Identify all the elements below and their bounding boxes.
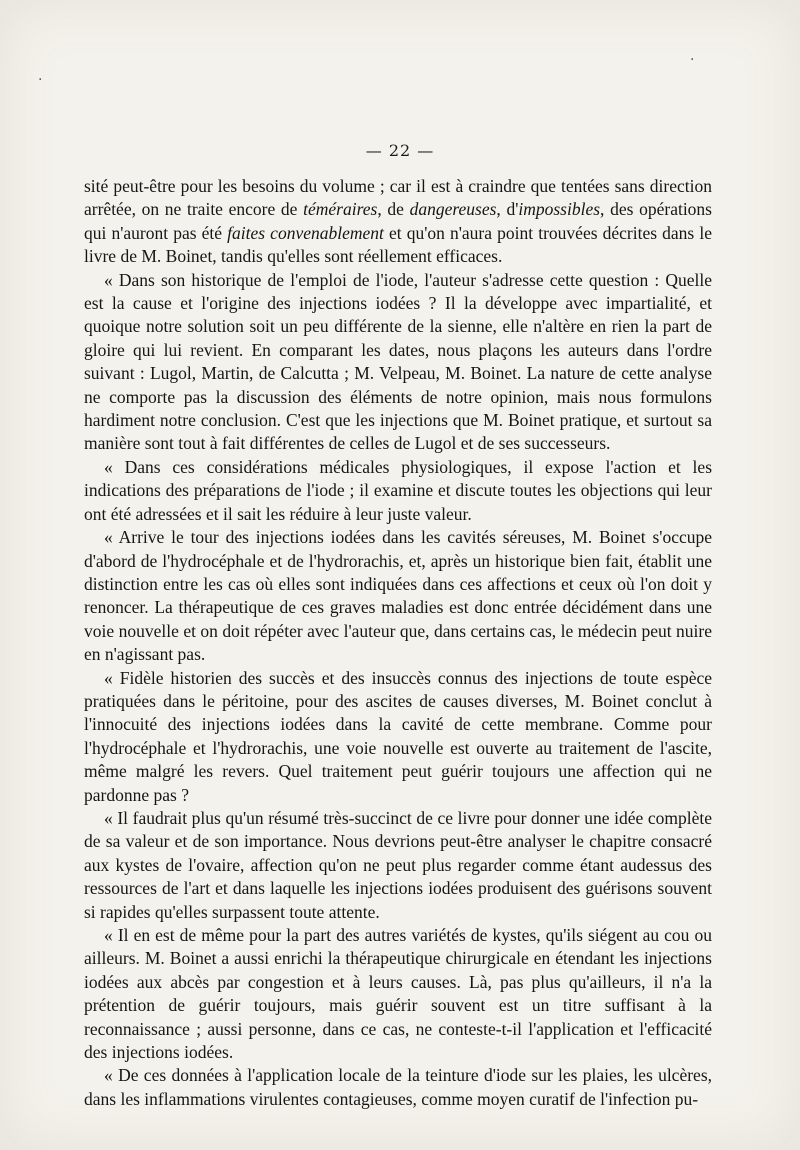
italic-term: dangereuses bbox=[409, 199, 497, 220]
text-run: , de bbox=[377, 199, 410, 220]
paragraph bbox=[84, 924, 712, 1064]
italic-term: téméraires bbox=[303, 199, 378, 220]
text-run: et qu'on n'aura point trouvées décrites dans le livre de M. Boinet, tandis qu'elles sont réellement efficaces. bbox=[84, 222, 712, 267]
text-run: « Il faudrait plus qu'un résumé très-succinct de ce livre pour donner une idée complète de sa valeur et de son importance. Nous devrions peut-être analyser le chapitre consacré aux kystes de l'ovaire, affection qu'on ne peut plus regarder comme étant audessus des ressources de l'art et dans laquelle les injections iodées produisent des guérisons souvent si rapides qu'elles surpassent toute attente. bbox=[84, 807, 712, 922]
paragraph bbox=[84, 667, 712, 807]
scan-speck: · bbox=[38, 72, 43, 88]
paragraph bbox=[84, 526, 712, 666]
italic-term: faites convenablement bbox=[227, 222, 384, 243]
paragraph bbox=[84, 807, 712, 924]
paragraph bbox=[84, 269, 712, 456]
text-run: « Il en est de même pour la part des autres variétés de kystes, qu'ils siégent au cou ou ailleurs. M. Boinet a aussi enrichi la thérapeutique chirurgicale en étendant les injections iodées aux abcès par congestion et à leurs causes. Là, pas plus qu'ailleurs, il n'a la prétention de guérir toujours, mais guérir souvent est un titre suffisant à la reconnaissance ; aussi personne, dans ce cas, ne conteste-t-il l'application et l'efficacité des injections iodées. bbox=[84, 925, 712, 1063]
body-text bbox=[84, 175, 712, 1111]
scan-speck: · bbox=[690, 52, 695, 68]
paragraph bbox=[84, 1064, 712, 1111]
page-number: — 22 — bbox=[365, 141, 435, 160]
text-run: sité peut-être pour les besoins du volume ; car il est à craindre que tentées sans direction arrêtée, on ne traite encore de bbox=[84, 176, 712, 220]
text-run: « Fidèle historien des succès et des insuccès connus des injections de toute espèce pratiquées dans le péritoine, pour des ascites de causes diverses, M. Boinet conclut à l'innocuité des injections iodées dans la cavité de cette membrane. Comme pour l'hydrocéphale et l'hydrorachis, une voie nouvelle est ouverte au traitement de l'ascite, même malgré les revers. Quel traitement peut guérir toujours une affection qui ne pardonne pas ? bbox=[84, 667, 712, 805]
text-run: « Dans son historique de l'emploi de l'iode, l'auteur s'adresse cette question : Quelle est la cause et l'origine des injections iodées ? Il la développe avec impartialité, et quoique notre solution soit un peu différente de la sienne, elle n'altère en rien la part de gloire qui lui revient. En comparant les dates, nous plaçons les auteurs dans l'ordre suivant : Lugol, Martin, de Calcutta ; M. Velpeau, M. Boinet. La nature de cette analyse ne comporte pas la discussion des éléments de notre opinion, mais nous formulons hardiment notre conclusion. C'est que les injections que M. Boinet pratique, et surtout sa manière sont tout à fait différentes de celles de Lugol et de ses successeurs. bbox=[84, 269, 712, 454]
paragraph bbox=[84, 456, 712, 526]
text-run: « De ces données à l'application locale de la teinture d'iode sur les plaies, les ulcères, dans les inflammations virulentes contagieuses, comme moyen curatif de l'infection pu- bbox=[84, 1065, 712, 1109]
text-run: , d' bbox=[496, 199, 519, 220]
text-run: « Dans ces considérations médicales physiologiques, il expose l'action et les indications des préparations de l'iode ; il examine et discute toutes les objections qui leur ont été adressées et il sait les réduire à leur juste valeur. bbox=[84, 456, 712, 524]
text-run: « Arrive le tour des injections iodées dans les cavités séreuses, M. Boinet s'occupe d'abord de l'hydrocéphale et de l'hydrorachis, et, après un historique bien fait, établit une distinction entre les cas où elles sont indiquées dans ces affections et ceux où l'on doit y renoncer. La thérapeutique de ces graves maladies est donc entrée décidément dans une voie nouvelle et on doit répéter avec l'auteur que, dans certains cas, le médecin peut nuire en n'agissant pas. bbox=[84, 527, 712, 665]
italic-term: impossibles bbox=[518, 199, 601, 220]
paragraph bbox=[84, 175, 712, 269]
text-run: , des opérations qui n'auront pas été bbox=[84, 199, 712, 243]
